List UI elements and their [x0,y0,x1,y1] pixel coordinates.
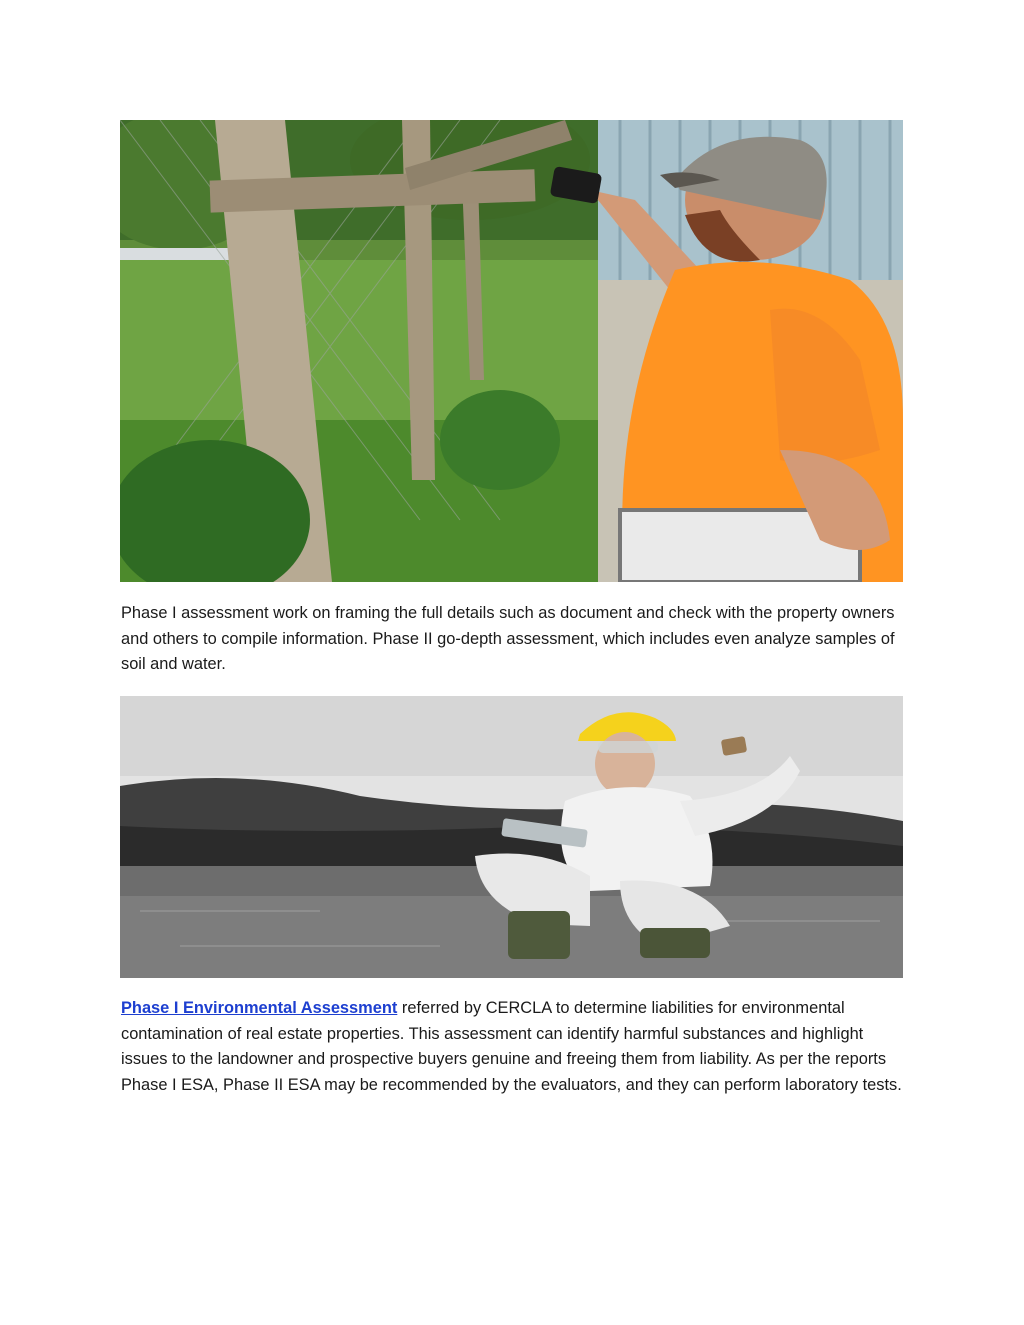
photo-technician-sampling-water [120,696,903,978]
fence-photo-illustration [120,120,903,582]
phase-i-environmental-assessment-link[interactable]: Phase I Environmental Assessment [121,999,398,1017]
water-sampling-illustration [120,696,903,978]
photo-inspector-at-fence [120,120,903,582]
intro-paragraph: Phase I assessment work on framing the full details such as document and check with the property owners and others to compile information. Phase II go-depth assessment, which includes even analyze samples of soil and water. [121,604,895,674]
esa-paragraph [121,996,911,1098]
esa-paragraph-body: referred by CERCLA to determine liabilities for environmental contamination of real estate properties. This assessment can identify harmful substances and highlight issues to the landowner and prospective buyers genuine and freeing them from liability. As per the reports Phase I ESA, Phase II ESA may be recommended by the evaluators, and they can perform laboratory tests. [121,999,902,1094]
